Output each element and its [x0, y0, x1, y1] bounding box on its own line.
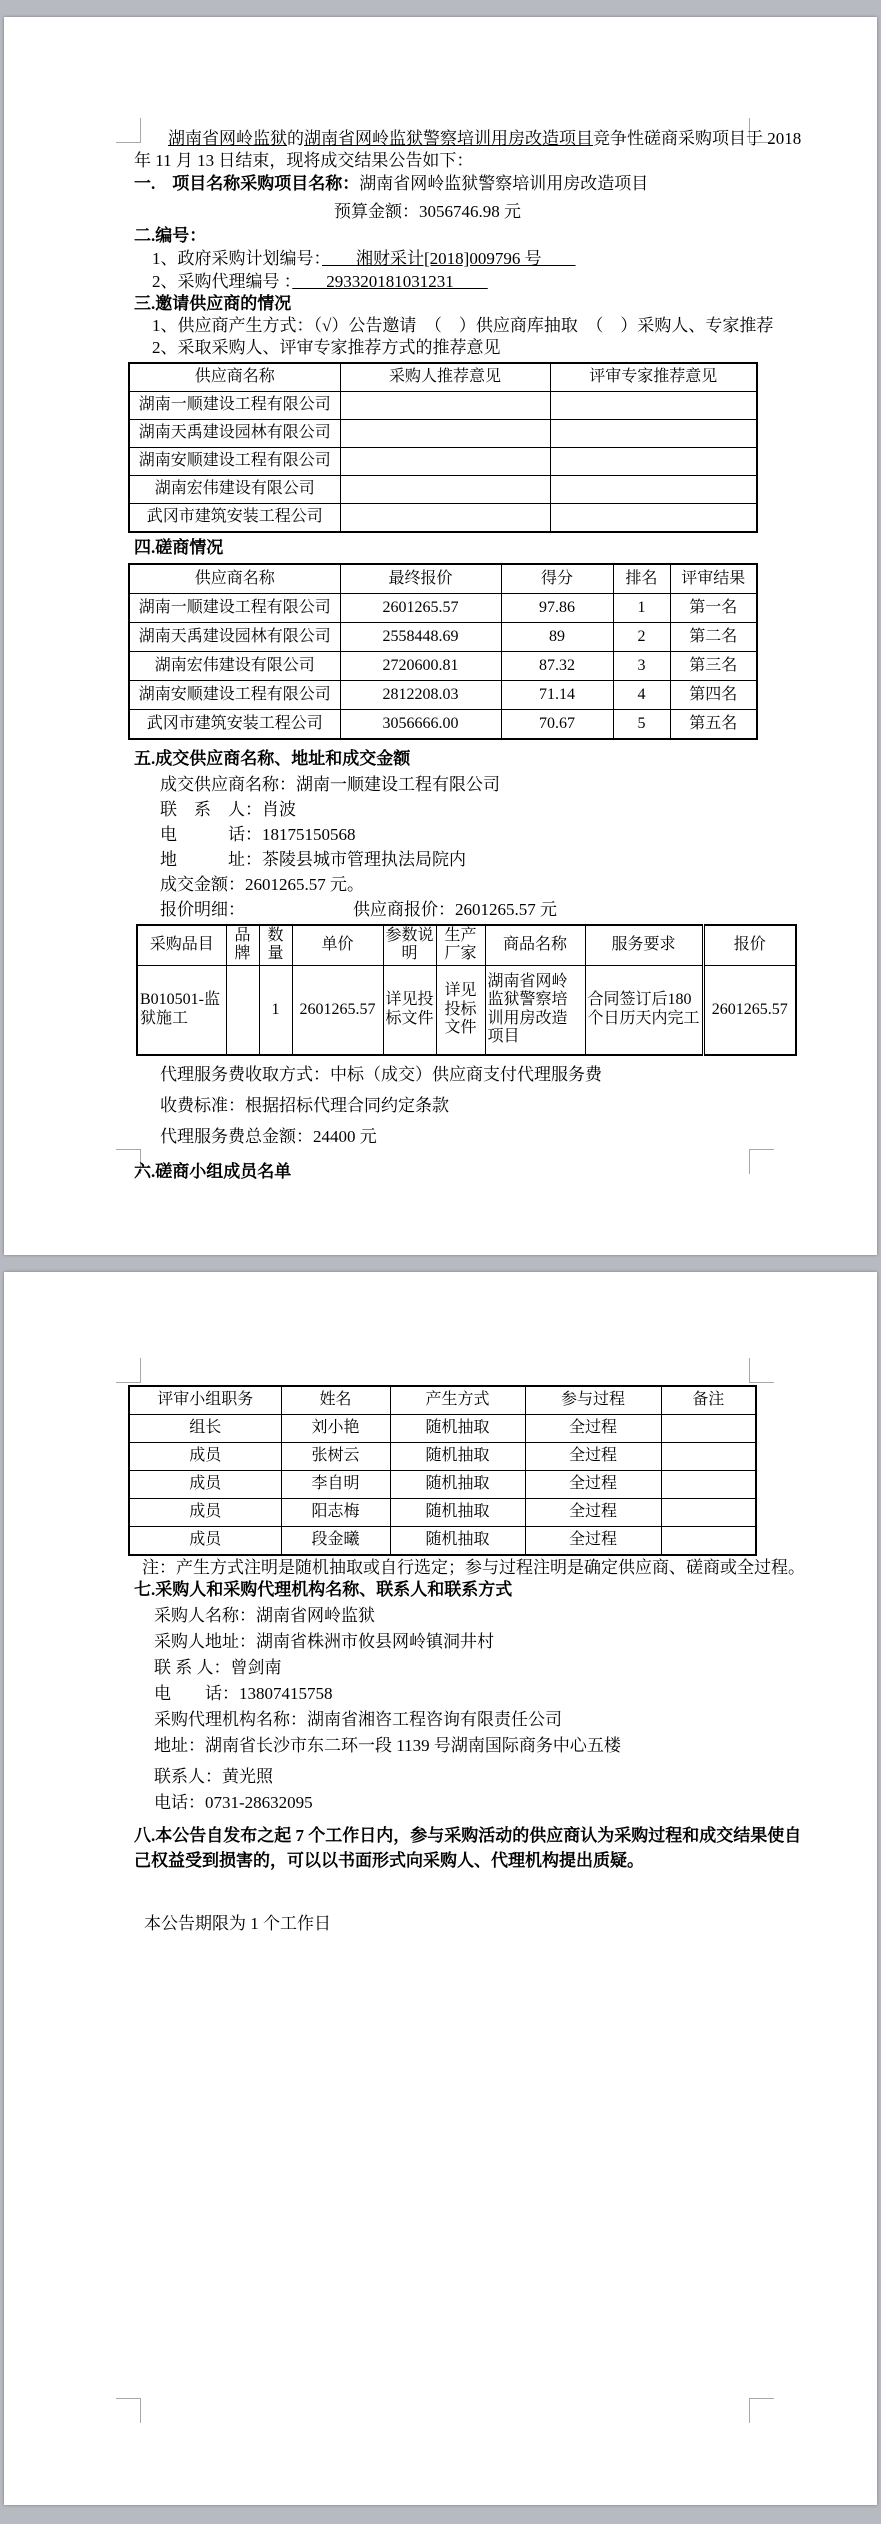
- column-header: 参与过程: [525, 1386, 661, 1415]
- section-7-heading: 七.采购人和采购代理机构名称、联系人和联系方式: [134, 1580, 513, 1599]
- recommendation-table: [128, 362, 758, 533]
- table-row: [129, 681, 757, 710]
- table-cell: 合同签订后180 个日历天内完工: [585, 965, 703, 1055]
- buyer-name-underlined: 湖南省网岭监狱: [168, 129, 287, 148]
- table-cell: 3056666.00: [340, 710, 501, 740]
- agency-name-line: 采购代理机构名称：湖南省湘咨工程咨询有限责任公司: [154, 1710, 562, 1729]
- header-row: [129, 564, 757, 594]
- table-cell: 87.32: [501, 652, 613, 681]
- table-cell: 湖南一顺建设工程有限公司: [129, 594, 340, 623]
- table-cell: 第五名: [670, 710, 757, 740]
- table-cell: [340, 448, 550, 476]
- intro-paragraph: 湖南省网岭监狱的湖南省网岭监狱警察培训用房改造项目竞争性磋商采购项目于 2018 年 11 月 13 日结束，现将成交结果公告如下：: [134, 129, 802, 170]
- table-cell: 97.86: [501, 594, 613, 623]
- table-cell: B010501-监狱施工: [137, 965, 226, 1055]
- table-row: [129, 476, 757, 504]
- agency-phone-line: 电话：0731-28632095: [154, 1793, 313, 1812]
- table-cell: 湖南安顺建设工程有限公司: [129, 448, 340, 476]
- table-cell: 随机抽取: [390, 1527, 525, 1556]
- purchaser-name-line: 采购人名称：湖南省网岭监狱: [154, 1606, 375, 1625]
- fee-standard-line: 收费标准：根据招标代理合同约定条款: [160, 1095, 449, 1115]
- table-cell: 5: [613, 710, 670, 740]
- table-cell: 第二名: [670, 623, 757, 652]
- plan-number-value: 湘财采计[2018]009796 号: [322, 249, 576, 268]
- column-header: 供应商名称: [129, 564, 340, 594]
- table-cell: [550, 504, 757, 533]
- table-cell: 2601265.57: [703, 965, 796, 1055]
- deal-amount-line: 成交金额：2601265.57 元。: [160, 875, 364, 894]
- table-row: [129, 1499, 756, 1527]
- table-row: [129, 1443, 756, 1471]
- agency-address-line: 地址：湖南省长沙市东二环一段 1139 号湖南国际商务中心五楼: [154, 1736, 621, 1755]
- purchaser-contact-line: 联 系 人：曾剑南: [154, 1658, 282, 1677]
- table-cell: 4: [613, 681, 670, 710]
- table-cell: [661, 1415, 756, 1443]
- table-cell: 组长: [129, 1415, 281, 1443]
- header-row: [129, 363, 757, 392]
- negotiation-result-table: [128, 563, 758, 740]
- table-cell: 成员: [129, 1499, 281, 1527]
- table-cell: 第四名: [670, 681, 757, 710]
- table-cell: 2812208.03: [340, 681, 501, 710]
- agency-contact-line: 联系人：黄光照: [154, 1767, 273, 1786]
- column-header: 数量: [259, 925, 292, 965]
- table-row: [129, 420, 757, 448]
- section-8-paragraph: 八.本公告自发布之起 7 个工作日内，参与采购活动的供应商认为采购过程和成交结果使自己权益受到损害的，可以以书面形式向采购人、代理机构提出质疑。: [134, 1826, 802, 1870]
- supplier-source-line: 1、供应商产生方式：（√）公告邀请 （ ）供应商库抽取 （ ）采购人、专家推荐: [152, 316, 774, 335]
- table-row: [129, 1415, 756, 1443]
- section-3-heading: 三.邀请供应商的情况: [134, 294, 292, 313]
- supplier-quote-value: 供应商报价：2601265.57 元: [353, 900, 557, 919]
- table-cell: 2720600.81: [340, 652, 501, 681]
- section-1-heading-line: 一. 项目名称采购项目名称：湖南省网岭监狱警察培训用房改造项目: [134, 174, 649, 193]
- column-header: 评审专家推荐意见: [550, 363, 757, 392]
- column-header: 商品名称: [485, 925, 585, 965]
- column-header: 评审结果: [670, 564, 757, 594]
- quote-detail-line: 报价明细： 供应商报价：2601265.57 元: [160, 900, 557, 919]
- page-2: [4, 1272, 877, 2505]
- table-cell: 全过程: [525, 1471, 661, 1499]
- table-cell: 1: [259, 965, 292, 1055]
- table-cell: 段金曦: [281, 1527, 390, 1556]
- purchaser-address-line: 采购人地址：湖南省株洲市攸县网岭镇洞井村: [154, 1632, 494, 1651]
- column-header: 排名: [613, 564, 670, 594]
- column-header: 服务要求: [585, 925, 703, 965]
- header-row: [137, 925, 796, 965]
- table-cell: 2: [613, 623, 670, 652]
- table-cell: 全过程: [525, 1415, 661, 1443]
- table-cell: 全过程: [525, 1527, 661, 1556]
- table-cell: [550, 448, 757, 476]
- table-cell: 成员: [129, 1443, 281, 1471]
- table-cell: 李自明: [281, 1471, 390, 1499]
- column-header: 品牌: [226, 925, 259, 965]
- table-cell: 湖南省网岭监狱警察培训用房改造项目: [485, 965, 585, 1055]
- table-row: [129, 652, 757, 681]
- column-header: 评审小组职务: [129, 1386, 281, 1415]
- table-row: [129, 623, 757, 652]
- column-header: 单价: [292, 925, 383, 965]
- table-cell: [226, 965, 259, 1055]
- notice-period-line: 本公告期限为 1 个工作日: [144, 1914, 331, 1933]
- recommendation-line: 2、采取采购人、评审专家推荐方式的推荐意见: [152, 338, 501, 357]
- table-cell: 张树云: [281, 1443, 390, 1471]
- page-2-content: [134, 1272, 818, 1936]
- table-cell: 湖南天禹建设园林有限公司: [129, 420, 340, 448]
- section-2-heading: 二.编号：: [134, 226, 207, 245]
- agency-number-line: 2、采购代理编号 ： 293320181031231: [152, 272, 488, 291]
- table-row: [129, 1471, 756, 1499]
- table-cell: 湖南宏伟建设有限公司: [129, 476, 340, 504]
- table-cell: 第一名: [670, 594, 757, 623]
- table-cell: [550, 420, 757, 448]
- contact-address-line: 地 址：茶陵县城市管理执法局院内: [160, 850, 466, 869]
- table-cell: 2601265.57: [292, 965, 383, 1055]
- table-cell: 成员: [129, 1471, 281, 1499]
- agency-number-value: 293320181031231: [292, 272, 488, 291]
- table-cell: 2558448.69: [340, 623, 501, 652]
- page-1-content: [134, 17, 818, 1183]
- table-cell: 湖南安顺建设工程有限公司: [129, 681, 340, 710]
- plan-number-line: 1、政府采购计划编号： 湘财采计[2018]009796 号: [152, 249, 576, 268]
- table-cell: [661, 1499, 756, 1527]
- table-cell: 随机抽取: [390, 1443, 525, 1471]
- contact-person-line: 联 系 人：肖波: [160, 800, 296, 819]
- table-cell: [661, 1443, 756, 1471]
- table-cell: [340, 420, 550, 448]
- table-cell: 详见投标文件: [436, 965, 485, 1055]
- table-cell: [340, 392, 550, 420]
- table-cell: 全过程: [525, 1499, 661, 1527]
- budget-line: 预算金额：3056746.98 元: [334, 202, 521, 221]
- contact-phone-line: 电 话：18175150568: [160, 825, 356, 844]
- table-cell: 89: [501, 623, 613, 652]
- table-cell: 1: [613, 594, 670, 623]
- column-header: 报价: [703, 925, 796, 965]
- winner-name-line: 成交供应商名称：湖南一顺建设工程有限公司: [160, 775, 500, 794]
- table-cell: 湖南宏伟建设有限公司: [129, 652, 340, 681]
- column-header: 备注: [661, 1386, 756, 1415]
- section-4-heading: 四.磋商情况: [134, 538, 224, 557]
- table-cell: 3: [613, 652, 670, 681]
- table-cell: [661, 1471, 756, 1499]
- table-row: [129, 448, 757, 476]
- table-row: [129, 594, 757, 623]
- table-cell: 详见投标文件: [383, 965, 436, 1055]
- table-cell: 湖南一顺建设工程有限公司: [129, 392, 340, 420]
- section-6-heading: 六.磋商小组成员名单: [134, 1161, 292, 1181]
- agency-fee-method-line: 代理服务费收取方式：中标（成交）供应商支付代理服务费: [160, 1064, 602, 1084]
- table-cell: 随机抽取: [390, 1471, 525, 1499]
- column-header: 供应商名称: [129, 363, 340, 392]
- table-cell: 70.67: [501, 710, 613, 740]
- table-cell: [340, 476, 550, 504]
- column-header: 产生方式: [390, 1386, 525, 1415]
- column-header: 得分: [501, 564, 613, 594]
- quote-detail-table: [136, 924, 797, 1056]
- text-boundary-mark-bottom-right: [749, 2398, 774, 2423]
- table-row: [129, 710, 757, 740]
- column-header: 姓名: [281, 1386, 390, 1415]
- table-cell: 随机抽取: [390, 1415, 525, 1443]
- purchaser-phone-line: 电 话：13807415758: [154, 1684, 333, 1703]
- table-cell: [340, 504, 550, 533]
- table-cell: 第三名: [670, 652, 757, 681]
- table-cell: 阳志梅: [281, 1499, 390, 1527]
- review-panel-table: [128, 1385, 757, 1556]
- table-cell: 随机抽取: [390, 1499, 525, 1527]
- table-cell: 71.14: [501, 681, 613, 710]
- section-5-heading: 五.成交供应商名称、地址和成交金额: [134, 749, 411, 768]
- table-cell: [661, 1527, 756, 1556]
- table-cell: 武冈市建筑安装工程公司: [129, 710, 340, 740]
- column-header: 生产厂家: [436, 925, 485, 965]
- column-header: 采购品目: [137, 925, 226, 965]
- table-row: [129, 504, 757, 533]
- table-cell: 湖南天禹建设园林有限公司: [129, 623, 340, 652]
- text-boundary-mark-bottom-left: [116, 2398, 141, 2423]
- table-cell: [550, 476, 757, 504]
- column-header: 最终报价: [340, 564, 501, 594]
- table-row: [129, 392, 757, 420]
- table-note-line: 注：产生方式注明是随机抽取或自行选定；参与过程注明是确定供应商、磋商或全过程。: [142, 1558, 805, 1577]
- table-row: [137, 965, 796, 1055]
- page-1: [4, 17, 877, 1255]
- table-cell: [550, 392, 757, 420]
- agency-fee-total-line: 代理服务费总金额：24400 元: [160, 1126, 377, 1146]
- table-cell: 全过程: [525, 1443, 661, 1471]
- table-cell: 2601265.57: [340, 594, 501, 623]
- column-header: 参数说明: [383, 925, 436, 965]
- header-row: [129, 1386, 756, 1415]
- table-cell: 成员: [129, 1527, 281, 1556]
- column-header: 采购人推荐意见: [340, 363, 550, 392]
- table-cell: 刘小艳: [281, 1415, 390, 1443]
- project-name-underlined: 湖南省网岭监狱警察培训用房改造项目: [304, 129, 593, 148]
- table-cell: 武冈市建筑安装工程公司: [129, 504, 340, 533]
- table-row: [129, 1527, 756, 1556]
